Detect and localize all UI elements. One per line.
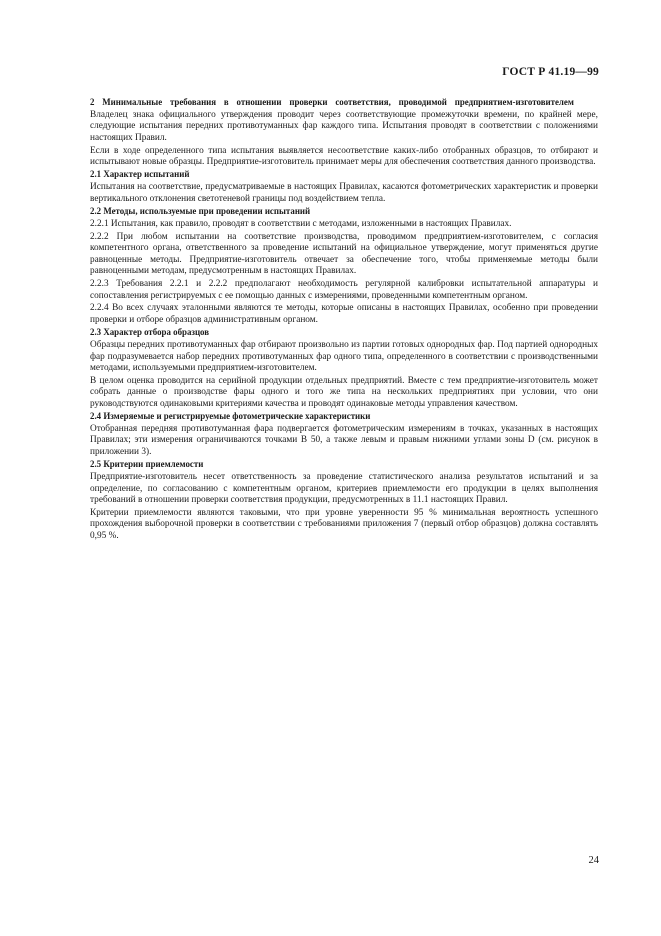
subsection-heading: 2.4 Измеряемые и регистрируемые фотометрические характеристики: [90, 411, 371, 422]
subsection-heading: 2.3 Характер отбора образцов: [90, 327, 210, 338]
document-body: [90, 97, 598, 542]
paragraph: Образцы передних противотуманных фар отбирают произвольно из партии готовых однородных фар. Под партией однородных фар подразумевается набор передних противотуманных фар одного типа, определенного в соответствии с производственными методами, используемыми предприятием-изготовителем.: [90, 340, 598, 373]
section-number: 2: [90, 97, 95, 107]
paragraph: 2.2.4 Во всех случаях эталонными являются те методы, которые описаны в настоящих Правилах, особенно при проведении проверки и отборе образцов административным органом.: [90, 303, 598, 325]
paragraph: Предприятие-изготовитель несет ответственность за проведение статистического анализа результатов испытаний и за определение, по согласованию с компетентным органом, критериев приемлемости его продукции в целях выполнения требований в отношении проверки соответствия продукции, предусмотренных в 11.1 настоящих Правил.: [90, 472, 598, 505]
subsection-heading: 2.5 Критерии приемлемости: [90, 459, 204, 470]
paragraph: 2.2.3 Требования 2.2.1 и 2.2.2 предполагают необходимость регулярной калибровки испытательной аппаратуры и сопоставления регистрируемых с ее помощью данных с измерениями, проведенными компетентным органом.: [90, 279, 598, 301]
paragraph: 2.2.1 Испытания, как правило, проводят в соответствии с методами, изложенными в настоящих Правилах.: [90, 219, 512, 230]
page-number: 24: [588, 855, 599, 866]
paragraph: Испытания на соответствие, предусматриваемые в настоящих Правилах, касаются фотометрических характеристик и проверки вертикального отклонения светотеневой границы под воздействием тепла.: [90, 182, 598, 204]
section-title: Минимальные требования в отношении проверки соответствия, проводимой предприятием-изготовителем: [102, 97, 574, 107]
paragraph: В целом оценка проводится на серийной продукции отдельных предприятий. Вместе с тем предприятие-изготовитель может собрать данные о производстве фары одного и того же типа на нескольких предприятиях при условии, что они руководствуются одинаковыми критериями качества и проводят одинаковые методы управления качеством.: [90, 375, 598, 409]
paragraph: 2.2.2 При любом испытании на соответствие производства, проводимом предприятием-изготовителем, с согласия компетентного органа, ответственного за проведение испытаний на официальное утверждение, могут применяться другие равноценные методы. Предприятие-изготовитель отвечает за обеспечение того, чтобы применяемые методы были равноценными методам, предусмотренным в настоящих Правилах.: [90, 231, 598, 277]
document-header: ГОСТ Р 41.19—99: [502, 66, 599, 78]
section-heading: [90, 97, 598, 108]
paragraph: Если в ходе определенного типа испытания выявляется несоответствие каких-либо отобранных образцов, то отбирают и испытывают новые образцы. Предприятие-изготовитель принимает меры для обеспечения соответствия данного производства.: [90, 145, 598, 168]
subsection-heading: 2.2 Методы, используемые при проведении испытаний: [90, 206, 311, 217]
paragraph: Критерии приемлемости являются таковыми, что при уровне уверенности 95 % минимальная вероятность успешного прохождения выборочной проверки в соответствии с требованиями приложения 7 (первый отбор образцов) должна составлять 0,95 %.: [90, 507, 598, 541]
paragraph: Владелец знака официального утверждения проводит через соответствующие промежуточки времени, по крайней мере, следующие испытания передних противотуманных фар каждого типа. Испытания проводят в соответствии с положениями настоящих Правил.: [90, 109, 598, 143]
subsection-heading: 2.1 Характер испытаний: [90, 169, 190, 180]
paragraph: Отобранная передняя противотуманная фара подвергается фотометрическим измерениям в точках, указанных в настоящих Правилах; эти измерения ограничиваются точками B 50, а также левым и правым нижними углами зоны D (см. рисунок в приложении 3).: [90, 423, 598, 457]
